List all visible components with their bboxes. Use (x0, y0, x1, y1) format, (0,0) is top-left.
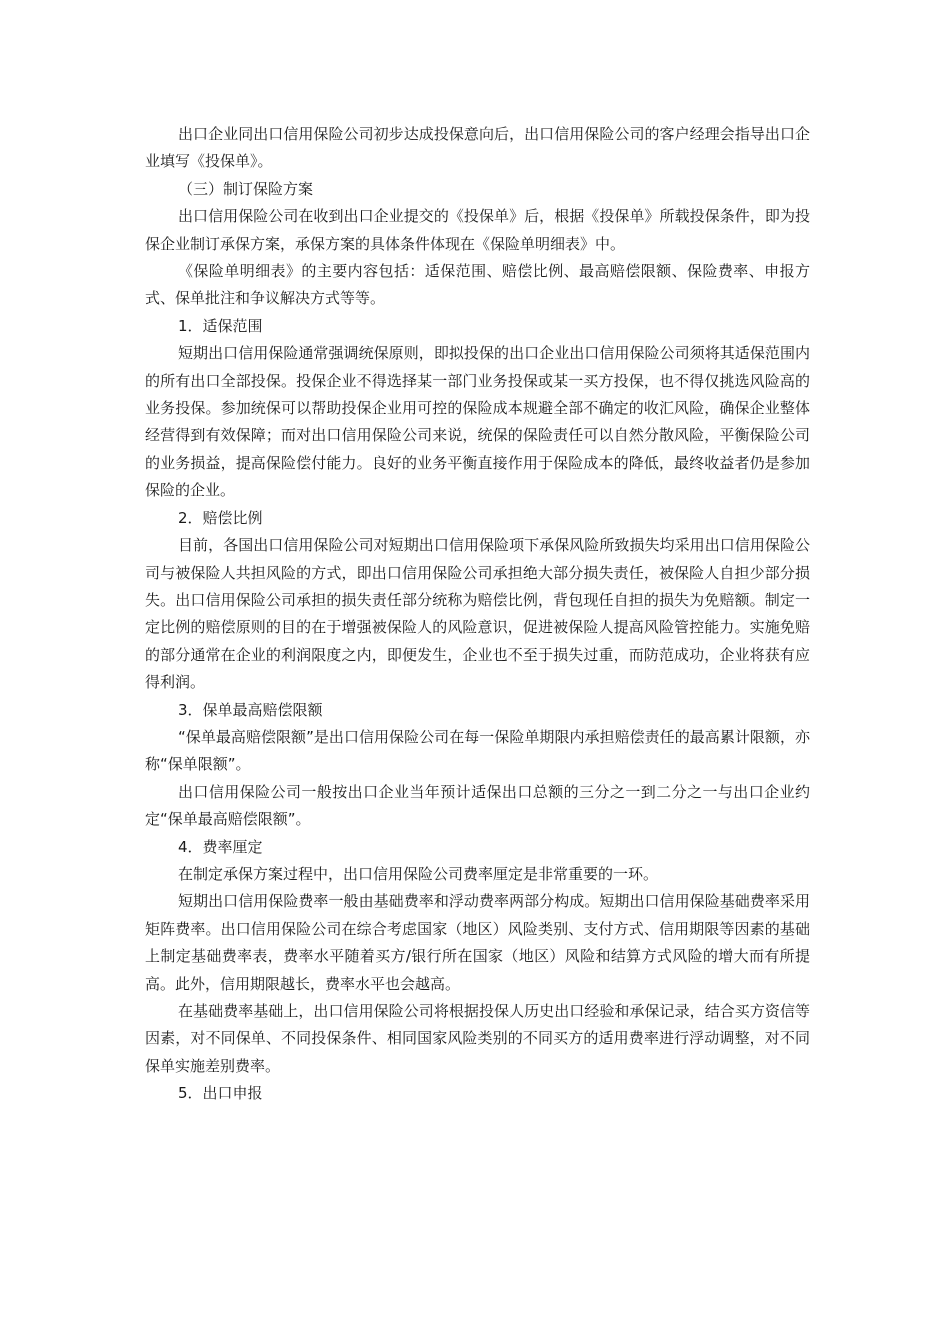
paragraph: 目前，各国出口信用保险公司对短期出口信用保险项下承保风险所致损失均采用出口信用保险公司与被保险人共担风险的方式，即出口信用保险公司承担绝大部分损失责任，被保险人自担少部分损失。出口信用保险公司承担的损失责任部分统称为赔偿比例，背包现任自担的损失为免赔额。制定一定比例的赔偿原则的目的在于增强被保险人的风险意识，促进被保险人提高风险管控能力。实施免赔的部分通常在企业的利润限度之内，即便发生，企业也不至于损失过重，而防范成功，企业将获有应得利润。 (145, 536, 810, 692)
paragraph: 出口信用保险公司一般按出口企业当年预计适保出口总额的三分之一到二分之一与出口企业约定“保单最高赔偿限额”。 (145, 782, 810, 829)
subsection-heading: 3．保单最高赔偿限额 (178, 700, 323, 719)
section-heading: （三）制订保险方案 (178, 179, 314, 198)
document-body (145, 121, 810, 1108)
subsection-heading: 5．出口申报 (178, 1084, 263, 1103)
paragraph: 在基础费率基础上，出口信用保险公司将根据投保人历史出口经验和承保记录，结合买方资信等因素，对不同保单、不同投保条件、相同国家风险类别的不同买方的适用费率进行浮动调整，对不同保单实施差别费率。 (145, 1002, 810, 1075)
paragraph: 在制定承保方案过程中，出口信用保险公司费率厘定是非常重要的一环。 (178, 864, 659, 883)
subsection-heading: 2．赔偿比例 (178, 508, 263, 527)
paragraph: 《保险单明细表》的主要内容包括：适保范围、赔偿比例、最高赔偿限额、保险费率、申报方式、保单批注和争议解决方式等等。 (145, 262, 810, 308)
paragraph: 出口信用保险公司在收到出口企业提交的《投保单》后，根据《投保单》所载投保条件，即为投保企业制订承保方案，承保方案的具体条件体现在《保险单明细表》中。 (145, 207, 810, 253)
paragraph: 短期出口信用保险费率一般由基础费率和浮动费率两部分构成。短期出口信用保险基础费率采用矩阵费率。出口信用保险公司在综合考虑国家（地区）风险类别、支付方式、信用期限等因素的基础上制定基础费率表，费率水平随着买方/银行所在国家（地区）风险和结算方式风险的增大而有所提高。此外，信用期限越长，费率水平也会越高。 (145, 892, 810, 993)
subsection-heading: 4．费率厘定 (178, 837, 263, 856)
paragraph: “保单最高赔偿限额”是出口信用保险公司在每一保险单期限内承担赔偿责任的最高累计限额，亦称“保单限额”。 (145, 727, 810, 774)
paragraph: 短期出口信用保险通常强调统保原则，即拟投保的出口企业出口信用保险公司须将其适保范围内的所有出口全部投保。投保企业不得选择某一部门业务投保或某一买方投保，也不得仅挑选风险高的业务投保。参加统保可以帮助投保企业用可控的保险成本规避全部不确定的收汇风险，确保企业整体经营得到有效保障；而对出口信用保险公司来说，统保的保险责任可以自然分散风险，平衡保险公司的业务损益，提高保险偿付能力。良好的业务平衡直接作用于保险成本的降低，最终收益者仍是参加保险的企业。 (145, 344, 810, 500)
subsection-heading: 1．适保范围 (178, 316, 263, 335)
paragraph: 出口企业同出口信用保险公司初步达成投保意向后，出口信用保险公司的客户经理会指导出口企业填写《投保单》。 (145, 125, 810, 171)
